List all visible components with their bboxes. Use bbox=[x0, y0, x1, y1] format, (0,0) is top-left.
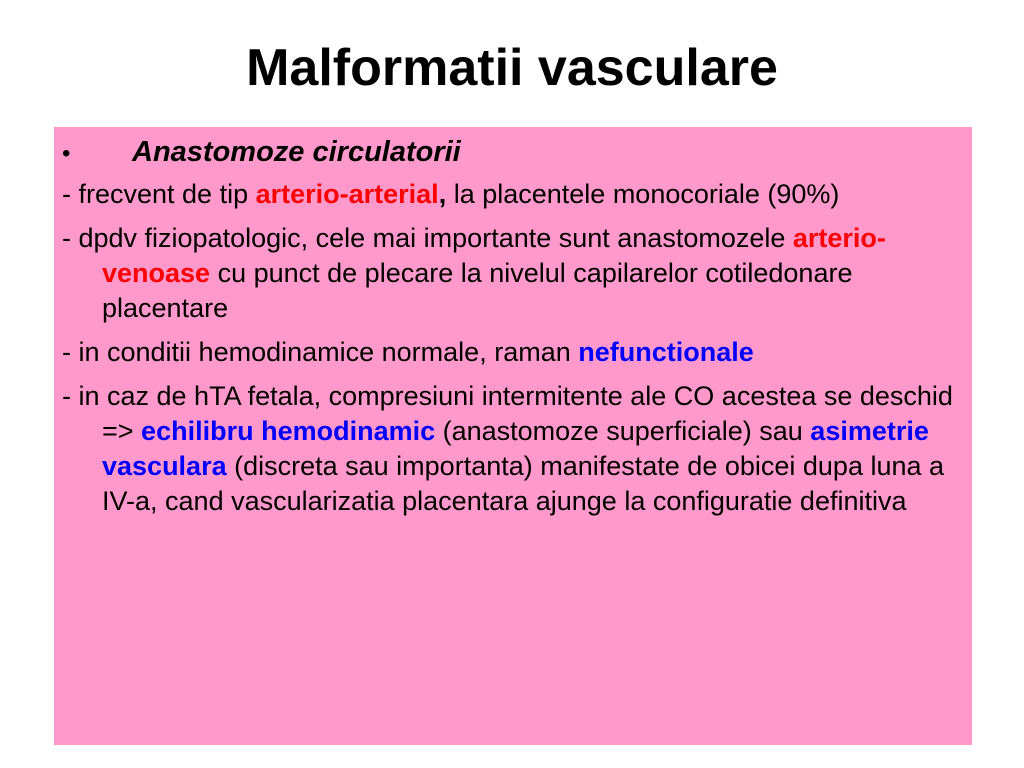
paragraph bbox=[62, 177, 962, 212]
highlighted-term: nefunctionale bbox=[578, 337, 754, 367]
highlighted-term: , bbox=[438, 179, 447, 209]
slide-title: Malformatii vasculare bbox=[246, 39, 778, 97]
highlighted-term: arterio-venoase bbox=[102, 223, 886, 288]
bullet-icon: • bbox=[62, 140, 71, 167]
paragraph-text: - dpdv fiziopatologic, cele mai importante sunt anastomozele bbox=[62, 223, 793, 253]
section-heading: Anastomoze circulatorii bbox=[132, 136, 461, 168]
paragraph-text: - in caz de hTA fetala, compresiuni intermitente ale CO acestea se deschid => bbox=[62, 381, 953, 446]
paragraph bbox=[62, 221, 962, 326]
paragraph-text: (anastomoze superficiale) sau bbox=[435, 416, 811, 446]
highlighted-term: asimetrie vasculara bbox=[102, 416, 929, 481]
paragraph-text: - frecvent de tip bbox=[62, 179, 256, 209]
paragraph bbox=[62, 335, 962, 370]
paragraph bbox=[62, 379, 962, 519]
paragraph-text: (discreta sau importanta) manifestate de obicei dupa luna a IV-a, cand vascularizatia placentara ajunge la configuratie definitiva bbox=[102, 451, 945, 516]
paragraph-list bbox=[62, 177, 962, 519]
highlighted-term: arterio-arterial bbox=[255, 179, 439, 209]
content-area bbox=[62, 135, 962, 528]
paragraph-text: la placentele monocoriale (90%) bbox=[446, 179, 840, 209]
bullet-heading-line bbox=[62, 135, 962, 171]
paragraph-text: cu punct de plecare la nivelul capilarelor cotiledonare placentare bbox=[102, 258, 853, 323]
highlighted-term: echilibru hemodinamic bbox=[141, 416, 436, 446]
paragraph-text: - in conditii hemodinamice normale, raman bbox=[62, 337, 579, 367]
